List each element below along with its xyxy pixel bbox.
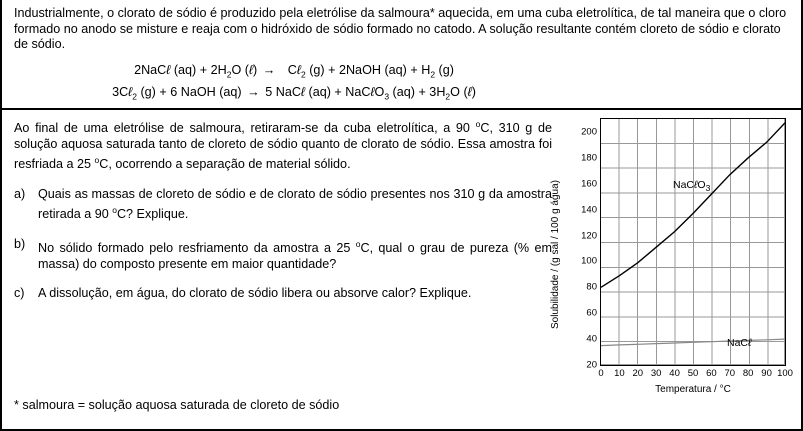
chart-y-axis-label: Solubilidade / (g sal / 100 g água) [550,180,561,330]
intro-paragraph: Industrialmente, o clorato de sódio é produzido pela eletrólise da salmoura* aquecida, em uma cuba eletrolítica, de tal maneira que o cloro formado no anodo se misture e reaja com o hidróxido de sódio formado no catodo. A solução resultante contém cloreto de sódio e clorato de sódio. [14,6,787,51]
equation-1: 2NaCℓ $(aq) + 2H_2O$ (ℓ) → Cℓ$_2$ (g) + 2NaOH $(aq) + H_2$ (g) [134,63,454,80]
solubility-chart [550,112,794,397]
chart-x-axis-label: Temperatura / °C [655,384,731,395]
chart-y-tick: 160 [581,177,597,189]
question-text-a: Quais as massas de cloreto de sódio e de clorato de sódio presentes nos 310 g da amostra retirada a 90 $^o$C? Explique. [38,187,552,222]
chart-x-tick: 100 [777,368,793,379]
chart-y-tick: 200 [581,126,597,138]
chart-x-tick: 70 [724,368,736,379]
chart-x-tick: 90 [761,368,772,379]
chart-y-tick: 100 [581,255,597,267]
chart-plot-area [581,118,793,379]
question-item-a [14,186,552,222]
statement-paragraph: Ao final de uma eletrólise de salmoura, retiraram-se da cuba eletrolítica, a 90 $^o$C, 310 g de solução aquosa saturada tanto de cloreto de sódio quanto de clorato de sódio. Essa amostra foi resfriada a 25 $^o$C, ocorrendo a separação de material sólido. [14,119,552,172]
equation-2: 3Cℓ$_2$ (g) + 6 NaOH (aq) → 5 NaCℓ (aq) + NaCℓO$_3$ $(aq) + 3H_2O$ (ℓ) [112,84,476,102]
chart-y-tick: 40 [586,333,597,345]
footnote: * salmoura = solução aquosa saturada de cloreto de sódio [14,398,340,412]
chart-x-tick: 20 [632,368,644,379]
chart-y-tick: 120 [581,229,597,241]
chart-x-tick: 50 [687,368,699,379]
chart-x-tick: 10 [614,368,625,379]
chart-y-tick: 20 [586,359,597,371]
question-label-c: c) [14,285,25,300]
question-item-b [14,236,552,272]
series-label-nacl: NaCℓ [727,337,752,349]
question-item-c [14,285,552,301]
horizontal-divider [2,108,803,110]
chemical-equations [14,62,574,105]
chart-y-tick: 180 [581,152,597,164]
chart-x-tick: 80 [742,368,754,379]
chart-y-tick: 80 [586,281,597,293]
chart-x-tick: 30 [650,368,662,379]
chart-series-lines [601,119,785,365]
chart-y-tick: 60 [586,307,597,319]
chart-y-tick: 140 [581,203,597,215]
chart-x-tick: 60 [706,368,717,379]
question-label-b: b) [14,236,26,251]
chart-x-tick: 0 [598,368,604,379]
left-column [14,116,552,314]
question-label-a: a) [14,187,26,202]
chart-x-tick: 40 [669,368,680,379]
question-text-c: A dissolução, em água, do clorato de sódio libera ou absorve calor? Explique. [38,285,472,300]
series-label-naclo3: NaCℓO$_3$ [673,179,711,194]
question-text-b: No sólido formado pelo resfriamento da amostra a 25 $^o$C, qual o grau de pureza (% em massa) do composto presente em maior quantidade? [38,238,552,271]
